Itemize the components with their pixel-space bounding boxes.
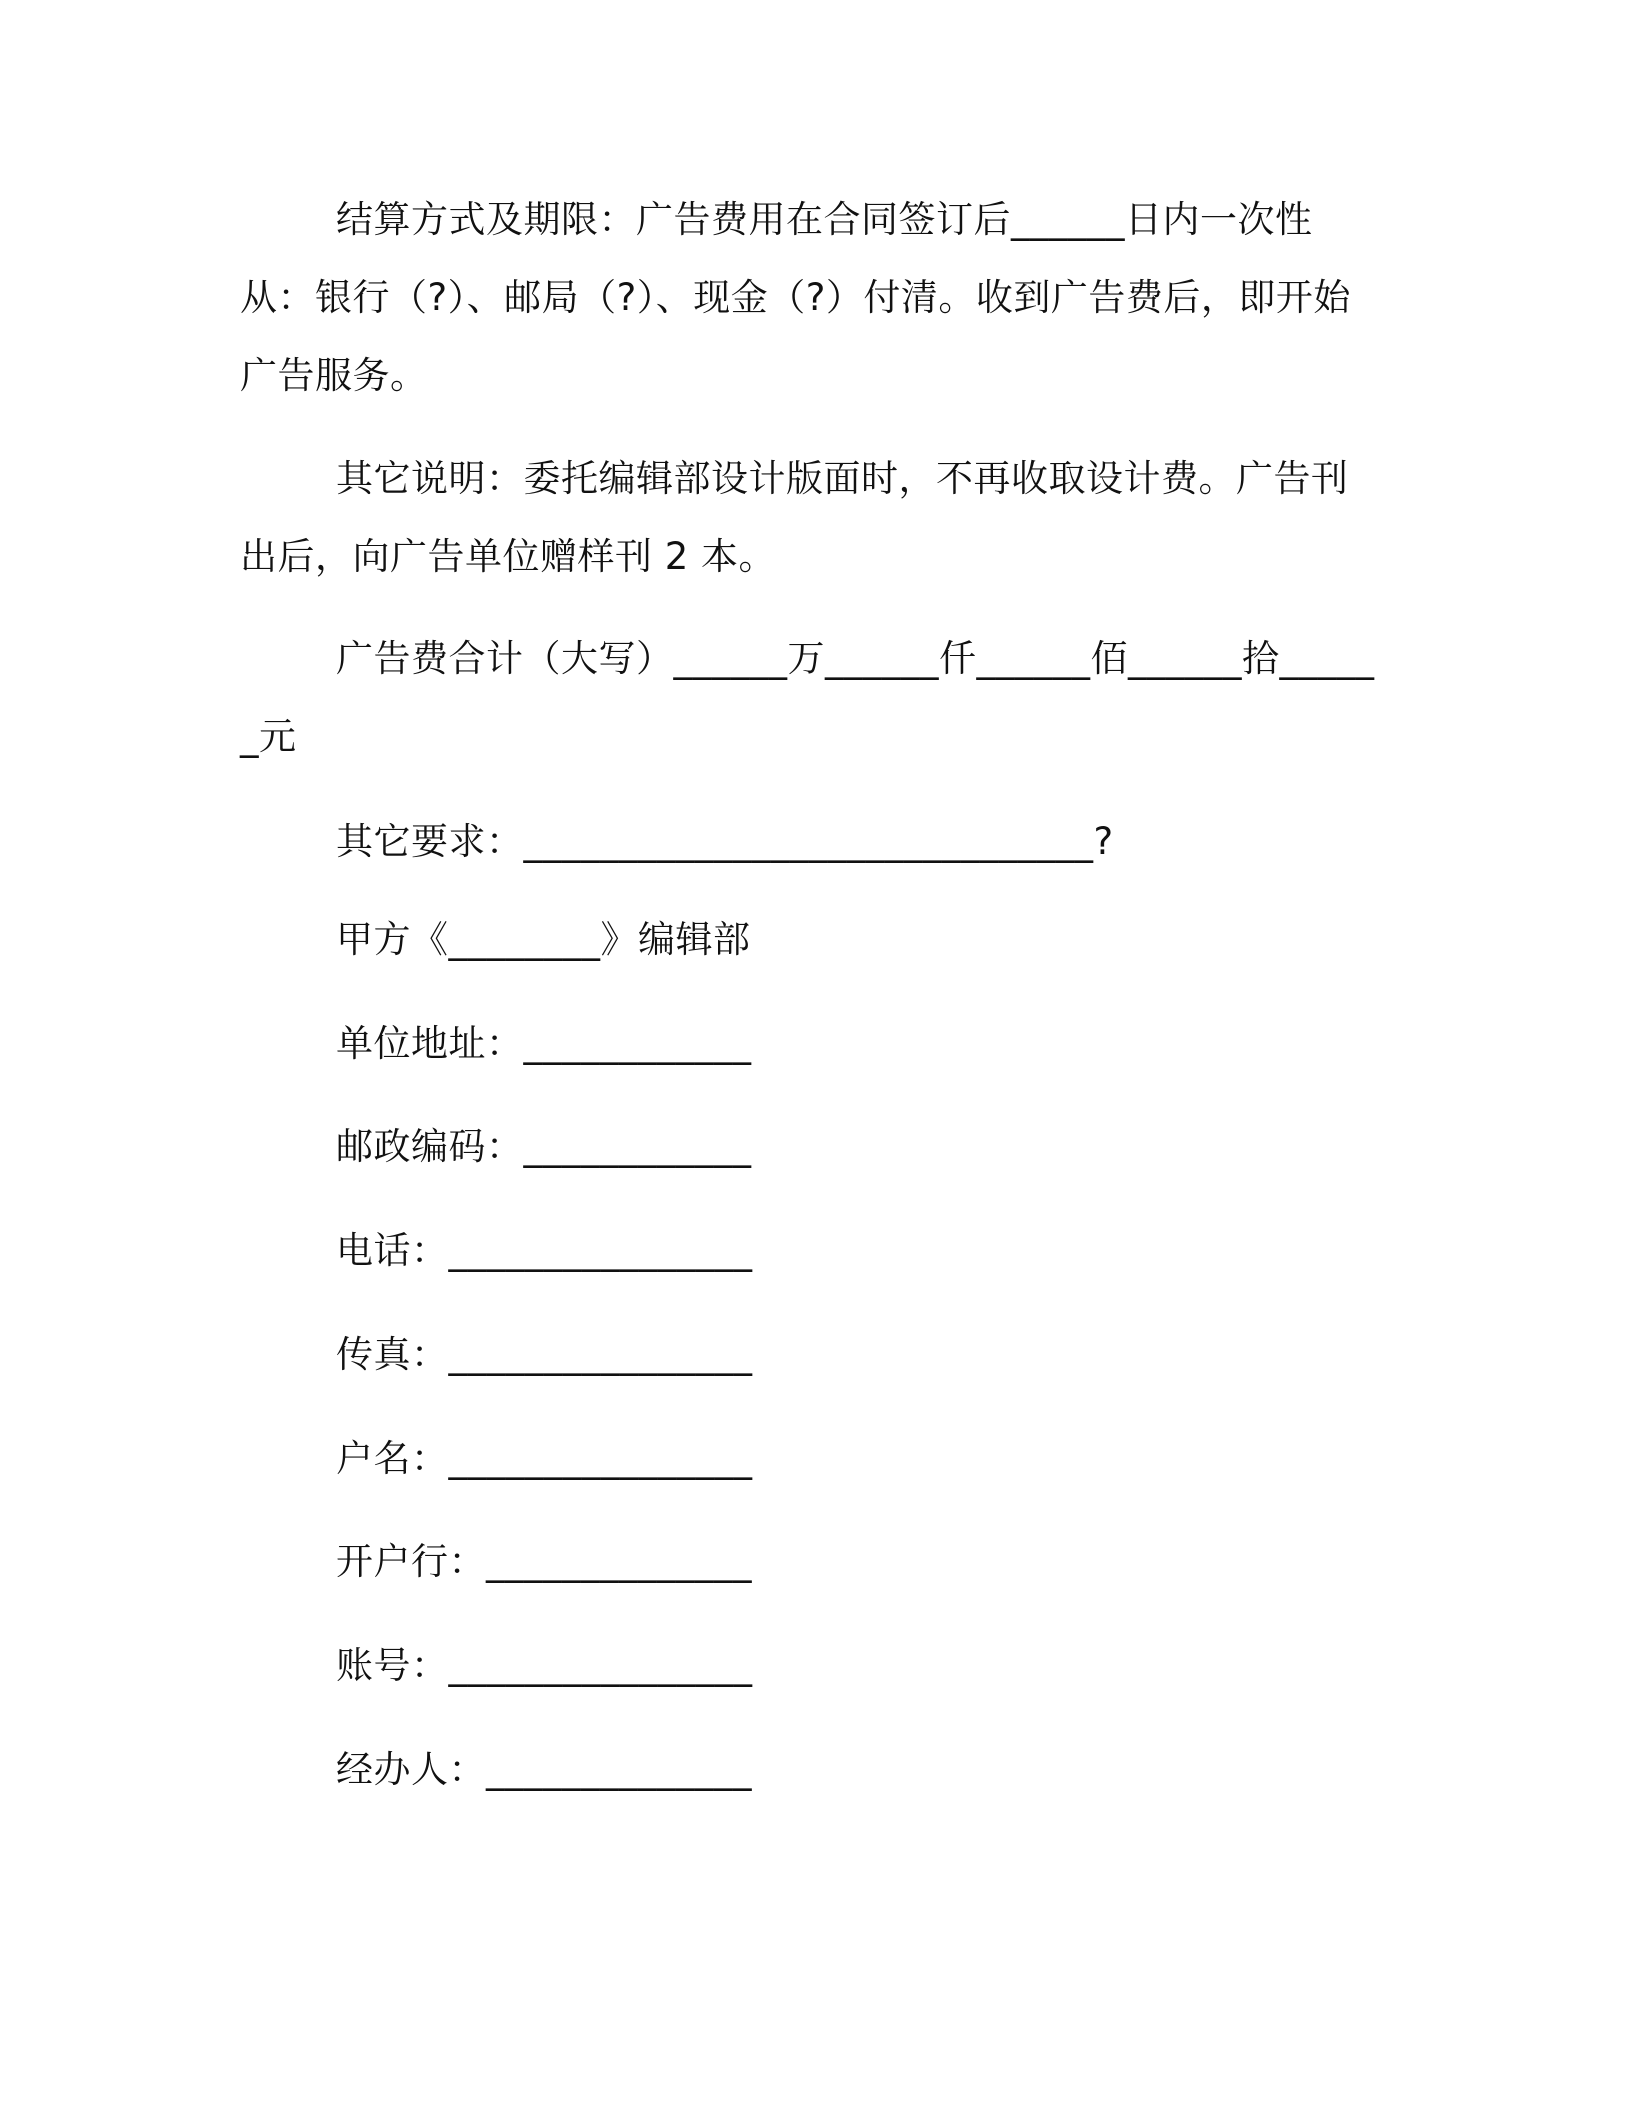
field-fax: 传真：________________	[336, 1333, 753, 1376]
settlement-paragraph: 结算方式及期限：广告费用在合同签订后______日内一次性从：银行（?）、邮局（?）、现金（?）付清。收到广告费后，即开始广告服务。	[240, 198, 1351, 397]
other-notes-paragraph: 其它说明：委托编辑部设计版面时，不再收取设计费。广告刊出后，向广告单位赠样刊 2 本。	[240, 457, 1349, 578]
field-phone: 电话：________________	[336, 1229, 753, 1272]
total-fee-paragraph: 广告费合计（大写）______万______仟______佰______拾______元	[240, 637, 1375, 758]
field-postcode: 邮政编码：____________	[336, 1125, 752, 1168]
field-account-number: 账号：________________	[336, 1644, 753, 1687]
party-a-line: 甲方《________》编辑部	[336, 918, 751, 961]
field-address: 单位地址：____________	[336, 1022, 752, 1065]
other-requirements-line: 其它要求：______________________________?	[336, 820, 1114, 863]
field-account-name: 户名：________________	[336, 1437, 753, 1480]
field-bank: 开户行：______________	[336, 1540, 752, 1583]
field-handler: 经办人：______________	[336, 1748, 752, 1791]
